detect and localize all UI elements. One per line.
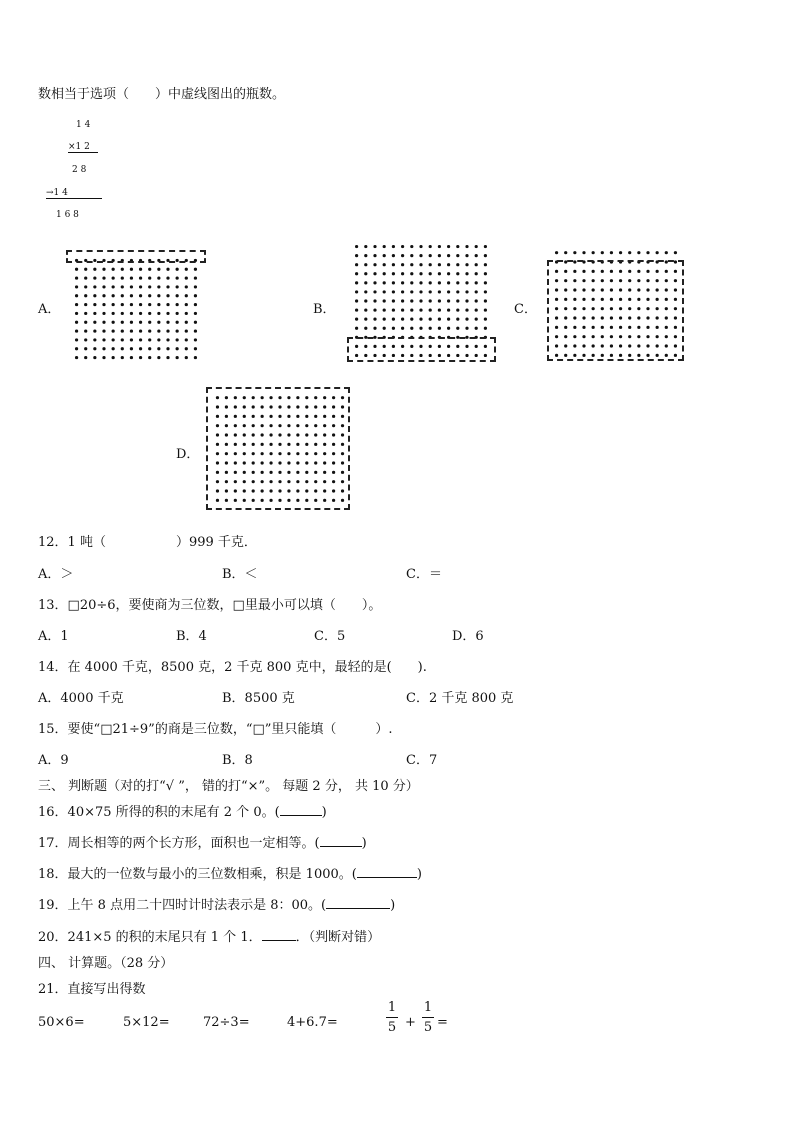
equals-sign: =: [437, 1015, 448, 1030]
q12-option-b: B．＜: [222, 567, 258, 582]
answer-blank[interactable]: [262, 928, 296, 941]
judge-19: 19．上午 8 点用二十四时计时法表示是 8：00。( ): [38, 898, 396, 913]
judge-17: 17．周长相等的两个长方形，面积也一定相等。( ): [38, 836, 367, 851]
dot-grid-a: [72, 256, 200, 362]
judge-20: 20．241×5 的积的末尾只有 1 个 1． ．（判断对错）: [38, 930, 381, 945]
dashed-box-a: [66, 250, 206, 263]
q21-stem: 21．直接写出得数: [38, 982, 146, 997]
q13-option-b: B．4: [176, 629, 207, 644]
intro-text: 数相当于选项（ ）中虚线图出的瓶数。: [38, 87, 286, 102]
mult-row5: 1 6 8: [56, 210, 79, 220]
fraction-2: 1 5: [423, 1000, 433, 1035]
judge-16: 16．40×75 所得的积的末尾有 2 个 0。( ): [38, 805, 327, 820]
q15-option-c: C．7: [406, 753, 438, 768]
q12-stem: 12．1 吨（ ）999 千克．: [38, 535, 257, 550]
q14-option-a: A．4000 千克: [38, 691, 124, 706]
answer-blank[interactable]: [320, 834, 362, 847]
q13-option-a: A．1: [38, 629, 69, 644]
calc-1: 50×6=: [38, 1015, 85, 1030]
q13-option-d: D．6: [452, 629, 484, 644]
q15-stem: 15．要使“□21÷9”的商是三位数，“□”里只能填（ ）.: [38, 722, 393, 737]
answer-blank[interactable]: [280, 803, 322, 816]
q15-option-a: A．9: [38, 753, 69, 768]
answer-blank[interactable]: [326, 896, 390, 909]
q12-option-a: A．＞: [38, 567, 74, 582]
mult-row4: →1 4: [46, 188, 102, 199]
calc-3: 72÷3=: [203, 1015, 250, 1030]
dashed-box-d: [206, 387, 350, 510]
q13-stem: 13．□20÷6，要使商为三位数，□里最小可以填（ ）。: [38, 598, 382, 613]
section-3-heading: 三、 判断题（对的打“√ ”， 错的打“×”。 每题 2 分， 共 10 分）: [38, 779, 419, 794]
answer-blank[interactable]: [357, 865, 417, 878]
q15-option-b: B．8: [222, 753, 253, 768]
q13-option-c: C．5: [314, 629, 346, 644]
plus-sign: +: [405, 1015, 416, 1030]
q14-option-c: C．2 千克 800 克: [406, 691, 514, 706]
judge-18: 18．最大的一位数与最小的三位数相乘，积是 1000。( ): [38, 867, 422, 882]
calc-4: 4+6.7=: [287, 1015, 338, 1030]
dashed-box-b: [347, 337, 496, 362]
mult-row3: 2 8: [72, 165, 87, 175]
q14-option-b: B．8500 克: [222, 691, 295, 706]
calc-2: 5×12=: [123, 1015, 170, 1030]
q12-option-c: C．＝: [406, 567, 442, 582]
option-a-label: A．: [38, 302, 61, 317]
mult-row1: 1 4: [76, 120, 91, 130]
dashed-box-c: [547, 260, 684, 361]
option-b-label: B．: [313, 302, 336, 317]
q14-stem: 14．在 4000 千克，8500 克，2 千克 800 克中，最轻的是( ).: [38, 660, 427, 675]
section-4-heading: 四、 计算题。（28 分）: [38, 956, 174, 971]
option-d-label: D．: [176, 447, 200, 462]
fraction-1: 1 5: [387, 1000, 397, 1035]
option-c-label: C．: [514, 302, 537, 317]
mult-row2: ×1 2: [68, 142, 98, 153]
